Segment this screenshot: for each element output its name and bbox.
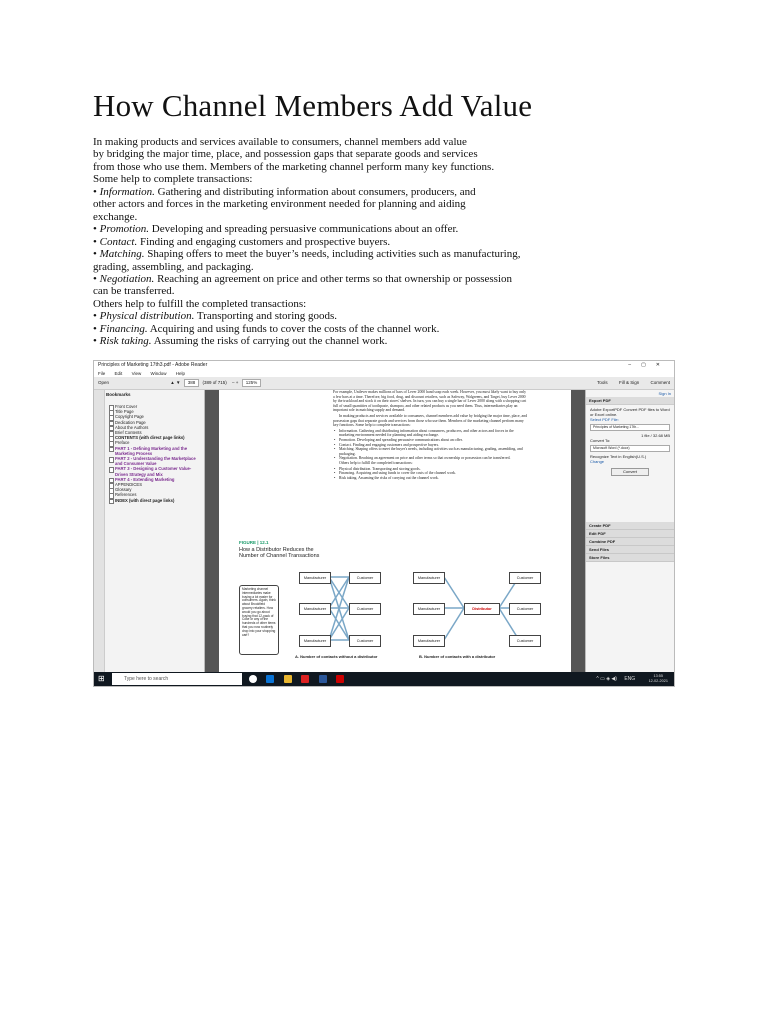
bullet-term: Negotiation. <box>99 272 155 285</box>
language-indicator: ENG <box>624 676 636 682</box>
bookmark-item: References <box>108 492 202 497</box>
send-files-item: Send Files <box>586 546 674 554</box>
file-info: 1 file / 32.68 MB <box>641 433 670 438</box>
manufacturer-box: Manufacturer <box>413 603 445 615</box>
bookmark-item: Title Page <box>108 409 202 414</box>
bullet-text: Transporting and storing goods. <box>194 310 338 323</box>
manufacturer-box: Manufacturer <box>299 635 331 647</box>
bullet-text: Reaching an agreement on price and other terms so that ownership or possession <box>154 272 513 285</box>
bookmark-item: PART 4 - Extending Marketing <box>108 477 202 482</box>
bullet-information <box>93 186 563 198</box>
menu-window: Window <box>150 371 167 376</box>
export-pdf-body <box>586 405 674 482</box>
menu-file: File <box>98 371 106 376</box>
bullet-text: Acquiring and using funds to cover the costs of the channel work. <box>147 322 440 335</box>
bullet-mark: • <box>93 185 97 198</box>
bullet-text: Shaping offers to meet the buyer’s needs, including activities such as manufacturing, <box>144 248 521 261</box>
tools-panel <box>585 390 674 672</box>
folder-icon <box>284 675 292 683</box>
page-bullet: • Matching. Shaping offers to meet the buyer's needs, including activities such as manufacturing, grading, assembling, and packaging. <box>333 447 528 456</box>
nav-strip <box>94 390 105 672</box>
page-bullet: • Promotion. Developing and spreading persuasive communications about an offer. <box>333 438 528 443</box>
menu-view: View <box>131 371 142 376</box>
bookmark-item: Preface <box>108 440 202 445</box>
bookmark-item: Brief Contents <box>108 430 202 435</box>
bookmark-item: INDEX (with direct page links) <box>108 498 202 503</box>
body-line: In making products and services available to consumers, channel members add value <box>93 136 467 148</box>
page-bullet: • Information. Gathering and distributing information about consumers, producers, and other actors and forces in the marketing environment needed for planning and aiding exchange. <box>333 429 528 438</box>
page-bullet: • Financing. Acquiring and using funds to cover the costs of the channel work. <box>333 471 528 476</box>
document-area <box>205 390 585 672</box>
convert-button: Convert <box>611 468 649 476</box>
bullet-mark: • <box>93 248 97 261</box>
bookmark-item: About the Authors <box>108 425 202 430</box>
caption-b: B. Number of contacts with a distributor <box>419 654 496 659</box>
acrobat-icon <box>336 675 344 683</box>
word-icon <box>319 675 327 683</box>
body-line: grading, assembling, and packaging. <box>93 260 254 273</box>
bookmark-item: CONTENTS (with direct page links) <box>108 435 202 440</box>
body-line: Some help to complete transactions: <box>93 173 253 186</box>
bullet-mark: • <box>93 335 97 348</box>
menu-edit: Edit <box>114 371 123 376</box>
windows-start-icon: ⊞ <box>98 674 105 683</box>
export-pdf-header: Export PDF <box>586 397 674 405</box>
bullet-term: Promotion. <box>99 223 150 236</box>
bullet-mark: • <box>93 235 97 248</box>
body-line: from those who use them. Members of the marketing channel perform many key functions. <box>93 160 495 173</box>
customer-box: Customer <box>349 572 381 584</box>
bullet-contact <box>93 236 563 248</box>
bullet-negotiation <box>93 273 563 285</box>
bullet-text: Assuming the risks of carrying out the channel work. <box>151 335 388 348</box>
page-paragraph: For example, Unilever makes millions of bars of Lever 2000 hand soap each week. However, you most likely want to buy only a few bars at a time. Therefore, big food, drug, and discount retailers, such as Safeway, Walgreens, and Target, buy Lever 2000 by the truckload and stock it on their stores' shelves. In turn, you can buy a single bar of Lever 2000 along with a shopping cart full of small quantities of toothpaste, shampoo, and other related products as you need them. Thus, intermediaries play an important role in matching supply and demand. <box>333 390 527 413</box>
convert-to-label: Convert To: <box>590 438 611 443</box>
distributor-box: Distributor <box>464 603 500 615</box>
bullet-term: Financing. <box>99 322 148 335</box>
bullet-term: Contact. <box>99 235 138 248</box>
embedded-screenshot <box>93 360 675 687</box>
page-title: How Channel Members Add Value <box>93 88 533 123</box>
clock <box>643 674 668 684</box>
bullet-text: Gathering and distributing information about consumers, producers, and <box>154 185 476 198</box>
bullet-risk-taking <box>93 335 563 347</box>
bullet-term: Information. <box>99 185 155 198</box>
customer-box: Customer <box>509 635 541 647</box>
bookmark-item: APPENDICES <box>108 482 202 487</box>
figure-title: How a Distributor Reduces the Number of Channel Transactions <box>239 547 320 559</box>
export-description: Adobe ExportPDF Convert PDF files to Word or Excel online. <box>590 407 670 417</box>
bullet-mark: • <box>93 310 97 323</box>
pdf-page <box>219 390 571 672</box>
panel-spacer <box>586 482 674 522</box>
figure-label: FIGURE | 12.1 <box>239 540 269 545</box>
bullet-term: Physical distribution. <box>99 310 195 323</box>
window-title: Principles of Marketing 17th3.pdf - Adobe Reader <box>98 362 208 368</box>
windows-taskbar <box>94 672 674 686</box>
body-line: Others help to fulfill the completed transactions: <box>93 297 307 310</box>
manufacturer-box: Manufacturer <box>413 635 445 647</box>
file-name-field: Principles of Marketing 17th... <box>590 424 670 431</box>
page-paragraph: Others help to fulfill the completed transactions: <box>339 460 413 465</box>
chrome-icon <box>301 675 309 683</box>
bullet-text: Developing and spreading persuasive communications about an offer. <box>149 223 459 236</box>
toolbar <box>94 377 674 390</box>
body-line: can be transferred. <box>93 285 175 298</box>
tray-icons: ^ ▭ ◈ ◀) <box>596 676 617 682</box>
toolbar-right <box>587 377 670 389</box>
diagram-lines <box>219 390 549 672</box>
bullet-term: Risk taking. <box>99 335 152 348</box>
bullet-term: Matching. <box>99 248 145 261</box>
page-paragraph: In making products and services available to consumers, channel members add value by bridging the major time, place, and possession gaps that separate goods and services from those who use them. Members of the marketing channel perform many key functions. Some help to complete transactions: <box>333 413 527 428</box>
manufacturer-box: Manufacturer <box>413 572 445 584</box>
page-bullet: • Contact. Finding and engaging customers and prospective buyers. <box>333 443 528 448</box>
fill-sign-tab: Fill & Sign <box>618 380 640 385</box>
bullet-promotion <box>93 223 563 235</box>
tools-tab: Tools <box>597 380 608 385</box>
store-files-item: Store Files <box>586 554 674 562</box>
customer-box: Customer <box>509 603 541 615</box>
bullet-financing <box>93 323 563 335</box>
page-bullet: • Negotiation. Reaching an agreement on price and other terms so that ownership or possession can be transferred. <box>333 456 528 461</box>
system-tray <box>590 672 668 686</box>
zoom-field: 125% <box>242 379 262 387</box>
body-line: exchange. <box>93 210 138 223</box>
bookmark-item: PART 1 - Defining Marketing and the Marketing Process <box>108 446 202 456</box>
select-pdf-label: Select PDF File: <box>590 417 619 422</box>
taskbar-search: Type here to search <box>112 673 242 685</box>
taskbar-apps <box>249 675 352 687</box>
sign-in-link: Sign In <box>658 391 671 396</box>
bookmarks-panel <box>94 390 205 672</box>
customer-box: Customer <box>349 603 381 615</box>
clock-time: 13:55 <box>653 673 664 678</box>
create-pdf-item: Create PDF <box>586 522 674 530</box>
nav-arrows: ▲ ▼ <box>170 380 181 385</box>
figure-note: Marketing channel intermediaries make buying a lot easier for consumers. Again, think about Brookfield grocery retailers. How would you go about buying that 12-pack of Coke or any of the hundreds of other items that you now routinely drop into your shopping cart? <box>239 585 279 655</box>
bookmarks-list <box>108 404 202 503</box>
body-line: by bridging the major time, place, and possession gaps that separate goods and services <box>93 148 478 161</box>
caption-a: A. Number of contacts without a distributor <box>295 654 378 659</box>
edit-pdf-item: Edit PDF <box>586 530 674 538</box>
window-controls: –▢✕ <box>628 362 670 368</box>
body-line: other actors and forces in the marketing environment needed for planning and aiding <box>93 198 466 211</box>
edge-icon <box>266 675 274 683</box>
body-text <box>93 136 563 348</box>
open-button: Open <box>98 380 110 385</box>
combine-pdf-item: Combine PDF <box>586 538 674 546</box>
zoom-controls: – + <box>232 380 239 385</box>
bookmark-item: Glossary <box>108 487 202 492</box>
bullet-text: Finding and engaging customers and prospective buyers. <box>137 235 391 248</box>
cortana-icon <box>249 675 257 683</box>
bullet-physical-distribution <box>93 310 563 322</box>
bullet-mark: • <box>93 223 97 236</box>
bullet-mark: • <box>93 272 97 285</box>
page-count: (389 of 715) <box>202 380 227 385</box>
change-link: Change <box>590 459 605 464</box>
window-titlebar <box>94 361 674 370</box>
page-bullet: • Risk taking. Assuming the risks of carrying out the channel work. <box>333 476 528 481</box>
bookmark-item: Front Cover <box>108 404 202 409</box>
bookmark-item: PART 3 - Designing a Customer Value-Driven Strategy and Mix <box>108 466 202 476</box>
bullet-matching <box>93 248 563 260</box>
comment-tab: Comment <box>650 380 670 385</box>
customer-box: Customer <box>349 635 381 647</box>
clock-date: 12-02-2021 <box>648 678 668 683</box>
recognize-text: Recognize Text in English(U.S.) <box>590 454 647 459</box>
bookmark-item: PART 2 - Understanding the Marketplace and Consumer Value <box>108 456 202 466</box>
bookmarks-header: Bookmarks <box>106 392 131 397</box>
manufacturer-box: Manufacturer <box>299 603 331 615</box>
manufacturer-box: Manufacturer <box>299 572 331 584</box>
customer-box: Customer <box>509 572 541 584</box>
bullet-mark: • <box>93 322 97 335</box>
reader-main <box>94 390 674 672</box>
bookmark-item: Dedication Page <box>108 420 202 425</box>
menu-bar <box>94 370 674 377</box>
page-bullet: • Physical distribution. Transporting and storing goods. <box>333 467 528 472</box>
convert-to-select: Microsoft Word (*.docx) <box>590 445 670 452</box>
menu-help: Help <box>175 371 186 376</box>
bookmark-item: Copyright Page <box>108 414 202 419</box>
page-number-field: 388 <box>184 379 200 387</box>
